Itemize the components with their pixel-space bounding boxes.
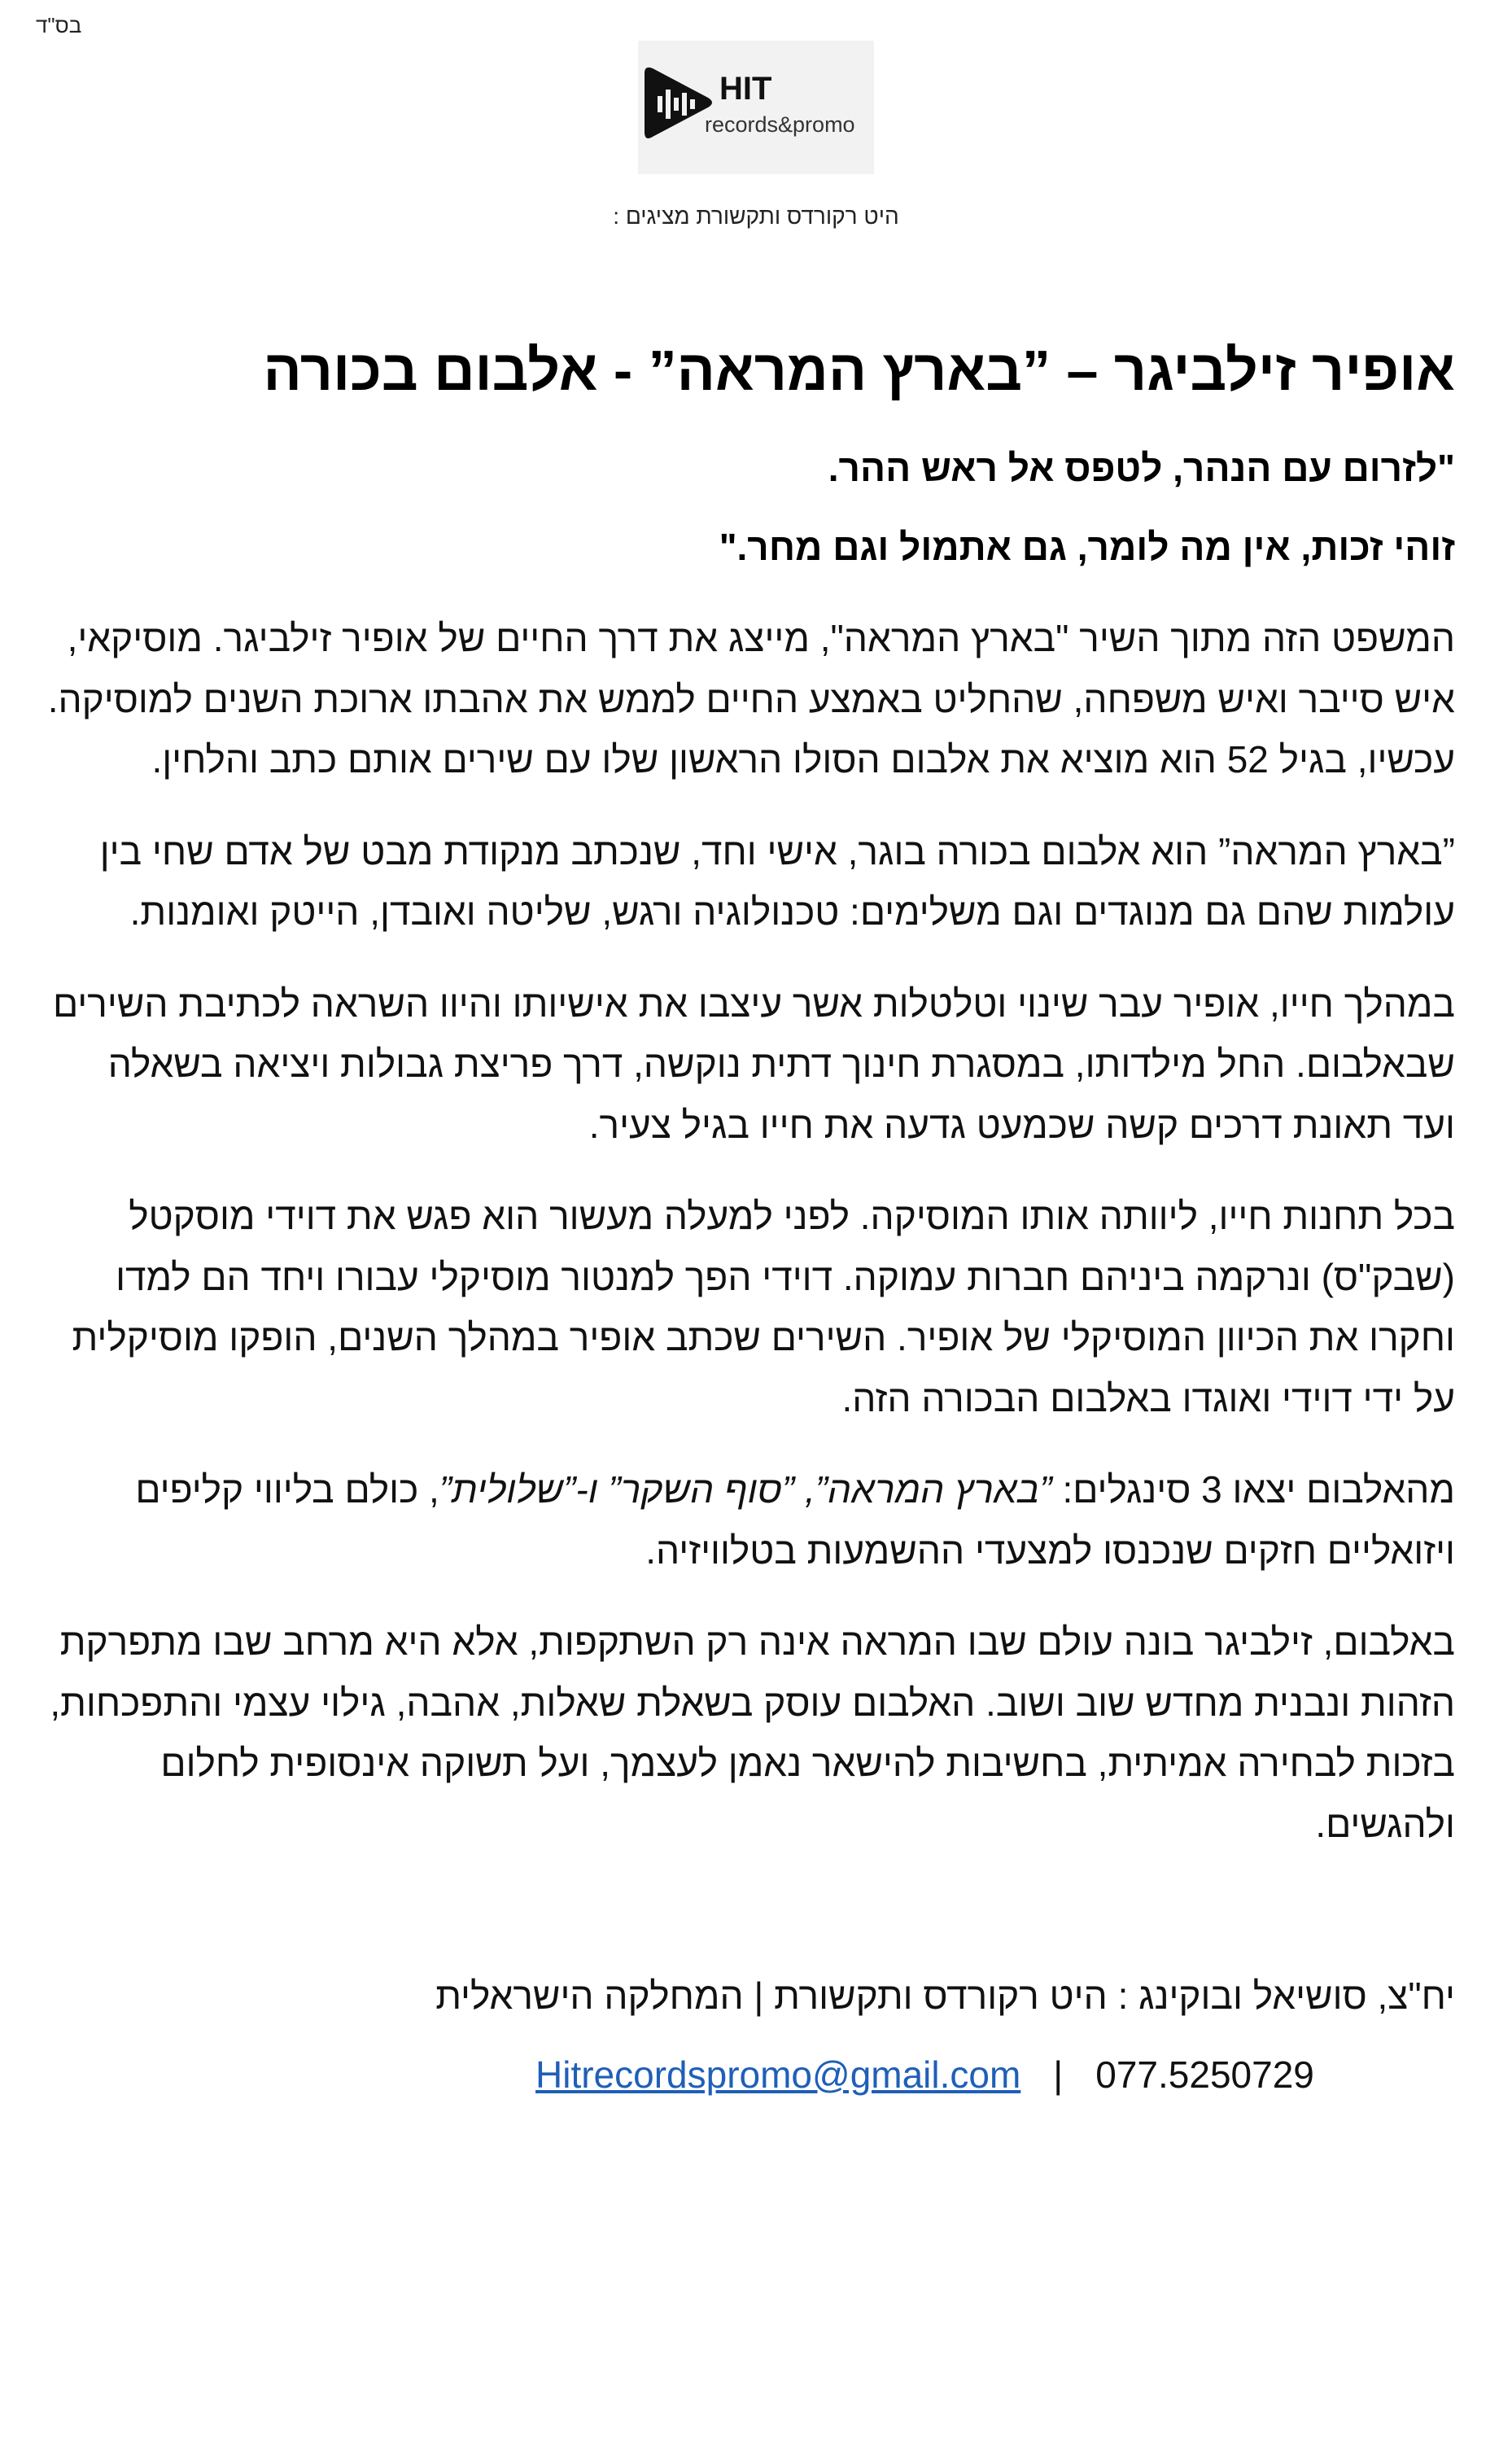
hit-records-logo-graphic: [638, 41, 874, 174]
contact-details: [47, 2047, 1455, 2103]
singles-suffix: , כולם בליווי קליפים ויזואליים חזקים שנכנסו למצעדי ההשמעות בטלוויזיה.: [135, 1468, 1455, 1572]
singles-prefix: מהאלבום יצאו 3 סינגלים:: [1051, 1468, 1455, 1511]
logo-sub-text: records&promo: [705, 112, 855, 137]
logo-main-text: HIT: [719, 71, 772, 107]
article-title: אופיר זילביגר – ”בארץ המראה” - אלבום בכורה: [263, 339, 1455, 402]
paragraph-life: במהלך חייו, אופיר עבר שינוי וטלטלות אשר עיצבו את אישיותו והיוו השראה לכתיבת השירים שבאלבום. החל מילדותו, במסגרת חינוך דתית נוקשה, דרך פריצת גבולות ויציאה בשאלה ועד תאונת דרכים קשה שכמעט גדעה את חייו בגיל צעיר.: [53, 982, 1455, 1146]
article-body: [47, 334, 1455, 2103]
phone-number: 077.5250729: [1095, 2053, 1314, 2097]
quote-line-2: זוהי זכות, אין מה לומר, גם אתמול וגם מחר.": [719, 526, 1455, 568]
paragraph-singles: [47, 1459, 1455, 1581]
singles-titles: ”בארץ המראה”, ”סוף השקר” ו-”שלולית”: [439, 1468, 1052, 1511]
contact-line: יח"צ, סושיאל ובוקינג : היט רקורדס ותקשורת | המחלקה הישראלית: [435, 1975, 1455, 2018]
quote-line-1: "לזרום עם הנהר, לטפס אל ראש ההר.: [828, 447, 1455, 489]
paragraph-intro: המשפט הזה מתוך השיר "בארץ המראה", מייצג את דרך החיים של אופיר זילביגר. מוסיקאי, איש סייבר ואיש משפחה, שהחליט באמצע החיים לממש את אהבתו ארוכת השנים למוסיקה. עכשיו, בגיל 52 הוא מוציא את אלבום הסולו הראשון שלו עם שירים אותם כתב והלחין.: [47, 617, 1455, 781]
contact-separator: |: [1053, 2053, 1064, 2097]
presents-line: היט רקורדס ותקשורת מציגים :: [613, 203, 899, 229]
paragraph-closing: באלבום, זילביגר בונה עולם שבו המראה אינה רק השתקפות, אלא היא מרחב שבו מתפרקת הזהות ונבנית מחדש שוב ושוב. האלבום עוסק בשאלת שאלות, אהבה, גילוי עצמי והתפכחות, בזכות לבחירה אמיתית, בחשיבות להישאר נאמן לעצמך, ועל תשוקה אינסופית לחלום ולהגשים.: [50, 1620, 1455, 1845]
hit-records-logo: [638, 41, 874, 174]
email-link[interactable]: Hitrecordspromo@gmail.com: [535, 2053, 1021, 2097]
bsd-header-mark: בס"ד: [36, 13, 82, 37]
paragraph-album: ”בארץ המראה” הוא אלבום בכורה בוגר, אישי וחד, שנכתב מנקודת מבט של אדם שחי בין עולמות שהם גם מנוגדים וגם משלימים: טכנולוגיה ורגש, שליטה ואובדן, הייטק ואומנות.: [99, 829, 1455, 934]
paragraph-music: בכל תחנות חייו, ליוותה אותו המוסיקה. לפני למעלה מעשור הוא פגש את דוידי מוסקטל (שבק"ס) ונרקמה ביניהם חברות עמוקה. דוידי הפך למנטור מוסיקלי עבורו ויחד הם למדו וחקרו את הכיוון המוסיקלי של אופיר. השירים שכתב אופיר במהלך השנים, הופקו מוסיקלית על ידי דוידי ואוגדו באלבום הבכורה הזה.: [72, 1195, 1455, 1419]
